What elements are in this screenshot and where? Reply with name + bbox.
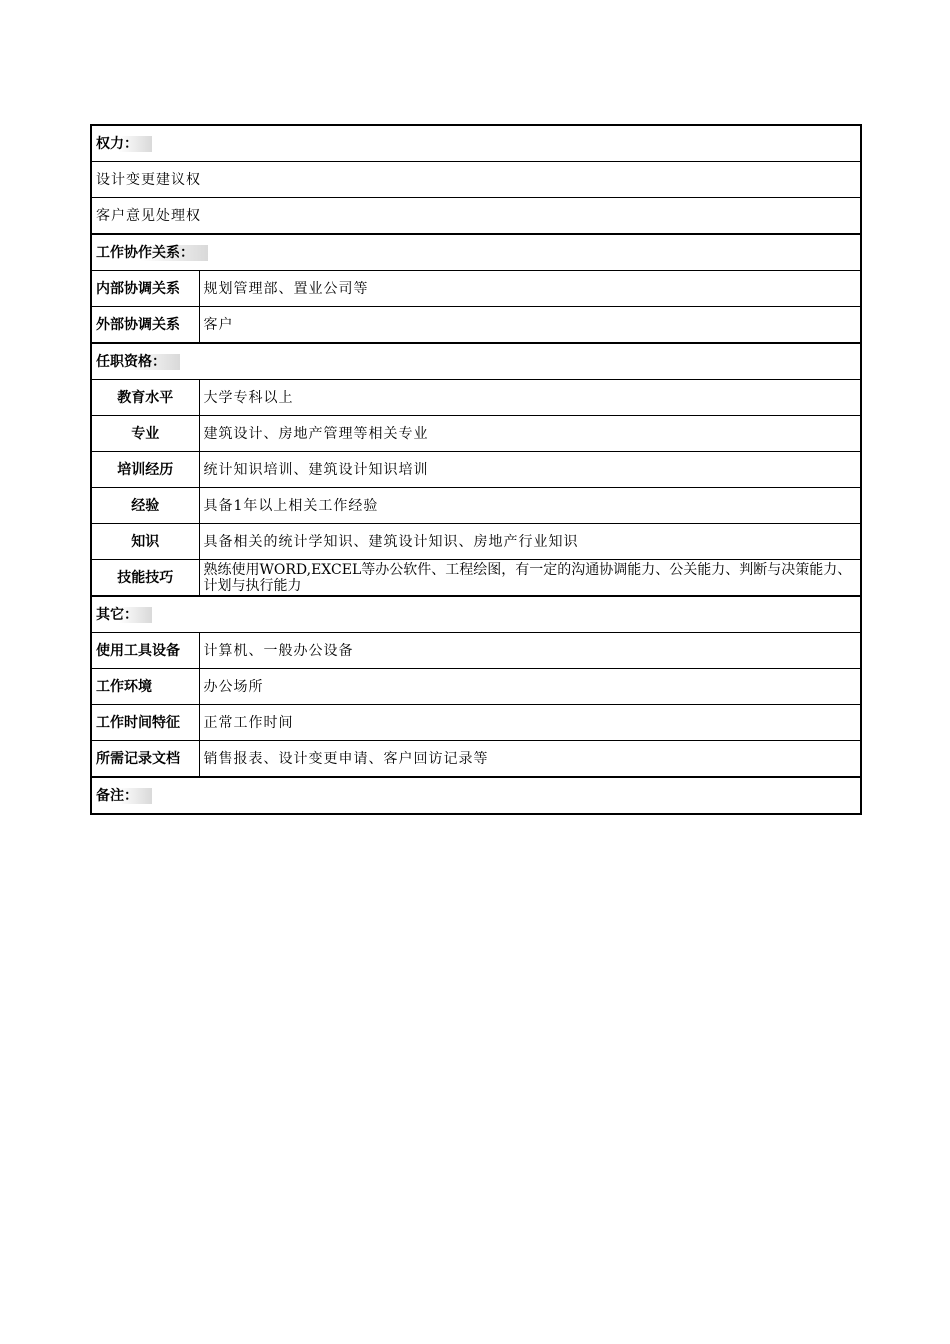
- major-label: 专业: [91, 416, 199, 452]
- knowledge-value: 具备相关的统计学知识、建筑设计知识、房地产行业知识: [199, 524, 861, 560]
- collaboration-row: [91, 271, 861, 307]
- remarks-section-row: [91, 777, 861, 814]
- other-row: [91, 669, 861, 705]
- work-time-label: 工作时间特征: [91, 705, 199, 741]
- collaboration-title: 工作协作关系：: [96, 245, 208, 261]
- experience-label: 经验: [91, 488, 199, 524]
- authority-section-row: [91, 125, 861, 162]
- environment-label: 工作环境: [91, 669, 199, 705]
- other-row: [91, 741, 861, 778]
- remarks-title: 备注：: [96, 788, 152, 804]
- records-value: 销售报表、设计变更申请、客户回访记录等: [199, 741, 861, 778]
- tools-value: 计算机、一般办公设备: [199, 633, 861, 669]
- authority-title: 权力：: [96, 136, 152, 152]
- other-section-row: [91, 596, 861, 633]
- qualification-row: [91, 488, 861, 524]
- job-description-table: [90, 124, 862, 815]
- knowledge-label: 知识: [91, 524, 199, 560]
- qualification-row: [91, 416, 861, 452]
- education-value: 大学专科以上: [199, 380, 861, 416]
- skills-value: 熟练使用WORD,EXCEL等办公软件、工程绘图，有一定的沟通协调能力、公关能力、判断与决策能力、计划与执行能力: [199, 560, 861, 597]
- records-label: 所需记录文档: [91, 741, 199, 778]
- collaboration-row: [91, 307, 861, 344]
- education-label: 教育水平: [91, 380, 199, 416]
- qualification-row: [91, 560, 861, 597]
- authority-item-row: [91, 198, 861, 235]
- qualification-row: [91, 380, 861, 416]
- training-label: 培训经历: [91, 452, 199, 488]
- internal-coordination-label: 内部协调关系: [91, 271, 199, 307]
- other-row: [91, 705, 861, 741]
- other-title: 其它：: [96, 607, 152, 623]
- internal-coordination-value: 规划管理部、置业公司等: [199, 271, 861, 307]
- major-value: 建筑设计、房地产管理等相关专业: [199, 416, 861, 452]
- authority-item: 客户意见处理权: [91, 198, 861, 235]
- external-coordination-label: 外部协调关系: [91, 307, 199, 344]
- qualification-row: [91, 524, 861, 560]
- environment-value: 办公场所: [199, 669, 861, 705]
- other-row: [91, 633, 861, 669]
- tools-label: 使用工具设备: [91, 633, 199, 669]
- experience-value: 具备1年以上相关工作经验: [199, 488, 861, 524]
- external-coordination-value: 客户: [199, 307, 861, 344]
- qualification-row: [91, 452, 861, 488]
- skills-label: 技能技巧: [91, 560, 199, 597]
- authority-item: 设计变更建议权: [91, 162, 861, 198]
- qualifications-section-row: [91, 343, 861, 380]
- work-time-value: 正常工作时间: [199, 705, 861, 741]
- authority-item-row: [91, 162, 861, 198]
- qualifications-title: 任职资格：: [96, 354, 180, 370]
- training-value: 统计知识培训、建筑设计知识培训: [199, 452, 861, 488]
- collaboration-section-row: [91, 234, 861, 271]
